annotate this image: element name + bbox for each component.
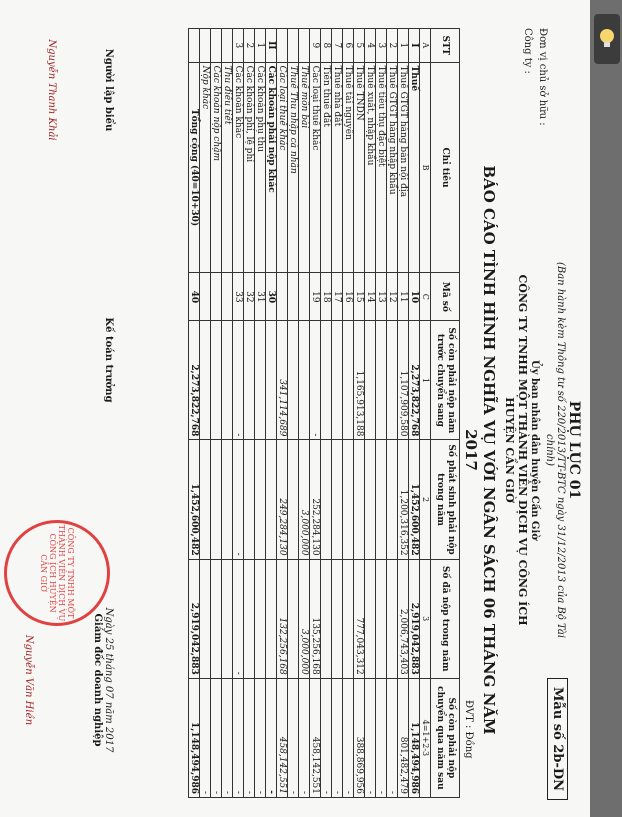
chief-accountant-block — [103, 290, 114, 430]
company-name: CÔNG TY TNHH MỘT THÀNH VIÊN DỊCH VỤ CÔNG ÍCH HUYỆN CẦN GIỜ — [503, 274, 529, 626]
preparer-title: Người lập biểu — [103, 48, 114, 132]
cell-c3 — [376, 559, 387, 678]
cell-c1 — [332, 321, 343, 440]
index-b: B — [420, 62, 431, 273]
cell-c1 — [299, 321, 310, 440]
cell-name: Tổng cộng (40=10+30) — [189, 62, 200, 273]
cell-c2 — [376, 440, 387, 559]
cell-name: Các loại thuế khác — [310, 62, 321, 273]
cell-c4: - — [244, 678, 255, 797]
cell-c2 — [244, 440, 255, 559]
table-header-row — [431, 29, 460, 798]
owner-unit-label: Đơn vị chủ sở hữu : — [537, 28, 548, 126]
cell-stt: 2 — [387, 29, 398, 63]
cell-stt — [288, 29, 299, 63]
cell-stt: 4 — [365, 29, 376, 63]
cell-stt: 5 — [354, 29, 365, 63]
cell-c4: - — [343, 678, 354, 797]
cell-c3 — [387, 559, 398, 678]
preparer-block — [46, 30, 114, 150]
table-row — [310, 29, 321, 798]
cell-c4: 1,148,494,986 — [189, 678, 200, 797]
cell-name: Thuế môn bài — [299, 62, 310, 273]
cell-stt: I — [409, 29, 420, 63]
cell-stt: 3 — [376, 29, 387, 63]
table-row — [332, 29, 343, 798]
cell-c3 — [255, 559, 266, 678]
cell-c1 — [222, 321, 233, 440]
cell-c4: 1,148,494,986 — [409, 678, 420, 797]
cell-stt: II — [266, 29, 277, 63]
issued-by: (Ban hành kèm Thông tư số 220/2013/TT-BTC ngày 31/12/2013 của Bộ Tài chính) — [544, 261, 566, 639]
cell-stt: 6 — [343, 29, 354, 63]
cell-code: 32 — [244, 273, 255, 321]
cell-code: 33 — [233, 273, 244, 321]
cell-c1: 341,114,689 — [277, 321, 288, 440]
table-row — [354, 29, 365, 798]
cell-c2 — [321, 440, 332, 559]
currency-unit: ĐVT : Đồng — [463, 700, 474, 759]
cell-c1 — [255, 321, 266, 440]
cell-c4: - — [211, 678, 222, 797]
cell-c3: 132,256,168 — [277, 559, 288, 678]
company-stamp — [4, 520, 110, 626]
cell-c2: 1,452,600,482 — [189, 440, 200, 559]
chief-accountant-title: Kế toán trưởng — [103, 317, 114, 403]
cell-c4: - — [233, 678, 244, 797]
form-number: Mẫu số 2b-DN — [547, 678, 568, 800]
table-body — [189, 29, 420, 798]
col-prev-year: Số còn phải nộp năm trước chuyển sang — [431, 321, 460, 440]
table-row — [211, 29, 222, 798]
cell-name: Thuế tài nguyên — [343, 62, 354, 273]
cell-name: Các loại thuế khác — [277, 62, 288, 273]
index-4: 4=1+2-3 — [420, 678, 431, 797]
cell-c4: - — [200, 678, 211, 797]
cell-c3 — [288, 559, 299, 678]
cell-c4: - — [266, 678, 277, 797]
cell-c2: 249,284,130 — [277, 440, 288, 559]
cell-c4: - — [288, 678, 299, 797]
cell-c1: 1,107,909,580 — [398, 321, 409, 440]
cell-c1 — [244, 321, 255, 440]
cell-c2 — [365, 440, 376, 559]
cell-name: Thuế nhà đất — [332, 62, 343, 273]
cell-c3 — [211, 559, 222, 678]
cell-c3 — [343, 559, 354, 678]
report-title: BÁO CÁO TÌNH HÌNH NGHĨA VỤ VỚI NGÂN SÁCH 06 THÁNG NĂM 2017 — [462, 165, 498, 735]
cell-c2: - — [233, 440, 244, 559]
table-row — [233, 29, 244, 798]
table-row — [299, 29, 310, 798]
cell-c2 — [222, 440, 233, 559]
col-carry-forward: Số còn phải nộp chuyển qua năm sau — [431, 678, 460, 797]
cell-stt: 8 — [321, 29, 332, 63]
cell-c4: 801,482,479 — [398, 678, 409, 797]
cell-stt: 7 — [332, 29, 343, 63]
cell-c2: 3,000,000 — [299, 440, 310, 559]
cell-c4: - — [387, 678, 398, 797]
cell-c3: 2,919,042,883 — [189, 559, 200, 678]
cell-name: Tiền thuê đất — [321, 62, 332, 273]
cell-stt: 2 — [244, 29, 255, 63]
table-row — [255, 29, 266, 798]
cell-c1 — [288, 321, 299, 440]
appendix-title: PHỤ LỤC 01 — [566, 400, 582, 500]
cell-c3 — [266, 559, 277, 678]
stamp-text: CÔNG TY TNHH MỘT THÀNH VIÊN DỊCH VỤ CÔNG ÍCH HUYỆN CẦN GIỜ — [39, 524, 75, 622]
cell-stt — [211, 29, 222, 63]
cell-c3: 135,256,168 — [310, 559, 321, 678]
cell-stt: 3 — [233, 29, 244, 63]
cell-code: 14 — [365, 273, 376, 321]
index-2: 2 — [420, 440, 431, 559]
cell-c3: 2,006,743,403 — [398, 559, 409, 678]
cell-stt — [222, 29, 233, 63]
cell-name: Các khoản khác — [233, 62, 244, 273]
cell-stt: 9 — [310, 29, 321, 63]
cell-c3 — [244, 559, 255, 678]
cell-c3 — [222, 559, 233, 678]
col-code: Mã số — [431, 273, 460, 321]
director-title: Giám đốc doanh nghiệp — [92, 613, 103, 747]
cell-c4: 458,142,551 — [277, 678, 288, 797]
preparer-name: Nguyễn Thanh Khải — [46, 39, 57, 141]
cell-c3 — [332, 559, 343, 678]
cell-c2: 1,452,600,482 — [409, 440, 420, 559]
cell-stt — [299, 29, 310, 63]
unit-info — [520, 28, 550, 126]
cell-c3 — [365, 559, 376, 678]
table-row — [409, 29, 420, 798]
table-row — [222, 29, 233, 798]
cell-c4: - — [332, 678, 343, 797]
header-block — [503, 260, 582, 640]
cell-name: Thuế tiêu thụ đặc biệt — [376, 62, 387, 273]
budget-obligation-table — [188, 28, 460, 798]
cell-c1: 1,165,913,188 — [354, 321, 365, 440]
cell-stt — [277, 29, 288, 63]
cell-c3: 3,000,000 — [299, 559, 310, 678]
cell-c4: - — [376, 678, 387, 797]
cell-name: Thuế — [409, 62, 420, 273]
cell-c2 — [343, 440, 354, 559]
cell-name: Thuế Thu nhập cá nhân — [288, 62, 299, 273]
table-row — [343, 29, 354, 798]
cell-code: 12 — [387, 273, 398, 321]
cell-c2: 1,200,316,352 — [398, 440, 409, 559]
cell-c2 — [332, 440, 343, 559]
cell-code: 15 — [354, 273, 365, 321]
cell-name: Thuế xuất, nhập khẩu — [365, 62, 376, 273]
lightbulb-icon[interactable] — [594, 14, 620, 64]
col-indicator: Chỉ tiêu — [431, 62, 460, 273]
cell-c2 — [200, 440, 211, 559]
cell-code: 19 — [310, 273, 321, 321]
cell-c1 — [376, 321, 387, 440]
cell-c1 — [266, 321, 277, 440]
cell-c1: - — [233, 321, 244, 440]
cell-c3: 777,043,312 — [354, 559, 365, 678]
cell-c1: 2,273,822,768 — [189, 321, 200, 440]
index-a: A — [420, 29, 431, 63]
table-row — [244, 29, 255, 798]
cell-name: Thuế GTGT hàng nhập khẩu — [387, 62, 398, 273]
cell-c1 — [343, 321, 354, 440]
cell-code — [288, 273, 299, 321]
table-row — [189, 29, 200, 798]
col-paid: Số đã nộp trong năm — [431, 559, 460, 678]
cell-c2: 252,284,130 — [310, 440, 321, 559]
lightbulb-glyph — [598, 28, 616, 50]
cell-name: Thu điều tiết — [222, 62, 233, 273]
cell-c4: 458,142,551 — [310, 678, 321, 797]
table-row — [398, 29, 409, 798]
cell-c1: - — [310, 321, 321, 440]
cell-c4: - — [222, 678, 233, 797]
table-row — [365, 29, 376, 798]
table-row — [277, 29, 288, 798]
cell-code: 31 — [255, 273, 266, 321]
cell-name: Thuế GTGT hàng bán nội địa — [398, 62, 409, 273]
cell-c1 — [200, 321, 211, 440]
cell-c4: - — [365, 678, 376, 797]
index-row — [420, 29, 431, 798]
cell-code — [299, 273, 310, 321]
cell-stt: 1 — [398, 29, 409, 63]
cell-code — [277, 273, 288, 321]
col-stt: STT — [431, 29, 460, 63]
cell-c2 — [354, 440, 365, 559]
cell-code: 18 — [321, 273, 332, 321]
cell-code — [200, 273, 211, 321]
cell-c2 — [288, 440, 299, 559]
cell-c3 — [321, 559, 332, 678]
cell-c1 — [321, 321, 332, 440]
cell-c2 — [211, 440, 222, 559]
cell-name: Thuế TNDN — [354, 62, 365, 273]
cell-c2 — [266, 440, 277, 559]
company-label: Công ty : — [522, 28, 533, 74]
cell-code: 16 — [343, 273, 354, 321]
cell-code: 40 — [189, 273, 200, 321]
table-row — [288, 29, 299, 798]
cell-c1: 2,273,822,768 — [409, 321, 420, 440]
table-row — [387, 29, 398, 798]
cell-c3 — [200, 559, 211, 678]
cell-c1 — [387, 321, 398, 440]
cell-name: Các khoản phải nộp khác — [266, 62, 277, 273]
cell-c4: - — [299, 678, 310, 797]
cell-name: Các khoản phụ thu — [255, 62, 266, 273]
cell-c4: - — [255, 678, 266, 797]
cell-stt — [200, 29, 211, 63]
cell-c1 — [211, 321, 222, 440]
table-row — [321, 29, 332, 798]
cell-c1 — [365, 321, 376, 440]
cell-c3: 2,919,042,883 — [409, 559, 420, 678]
cell-c2 — [255, 440, 266, 559]
cell-code: 30 — [266, 273, 277, 321]
cell-name: Các khoản phí, lệ phí — [244, 62, 255, 273]
index-1: 1 — [420, 321, 431, 440]
date-line: Ngày 25 tháng 07 năm 2017 — [103, 607, 114, 753]
index-c: C — [420, 273, 431, 321]
cell-c4: 388,869,956 — [354, 678, 365, 797]
cell-name: Các khoản nộp chậm — [211, 62, 222, 273]
cell-code — [211, 273, 222, 321]
cell-code: 10 — [409, 273, 420, 321]
cell-code: 17 — [332, 273, 343, 321]
table-row — [200, 29, 211, 798]
cell-code: 13 — [376, 273, 387, 321]
cell-c3: - — [233, 559, 244, 678]
cell-code: 11 — [398, 273, 409, 321]
cell-code — [222, 273, 233, 321]
cell-stt: 1 — [255, 29, 266, 63]
cell-name: Nộp khác — [200, 62, 211, 273]
authority: Ủy ban nhân dân huyện Cần Giờ — [529, 360, 540, 540]
table-row — [266, 29, 277, 798]
cell-stt — [189, 29, 200, 63]
cell-c2 — [387, 440, 398, 559]
director-name: Nguyễn Văn Hiền — [23, 634, 34, 726]
table-row — [376, 29, 387, 798]
index-3: 3 — [420, 559, 431, 678]
cell-c4: - — [321, 678, 332, 797]
col-incurred: Số phát sinh phải nộp trong năm — [431, 440, 460, 559]
